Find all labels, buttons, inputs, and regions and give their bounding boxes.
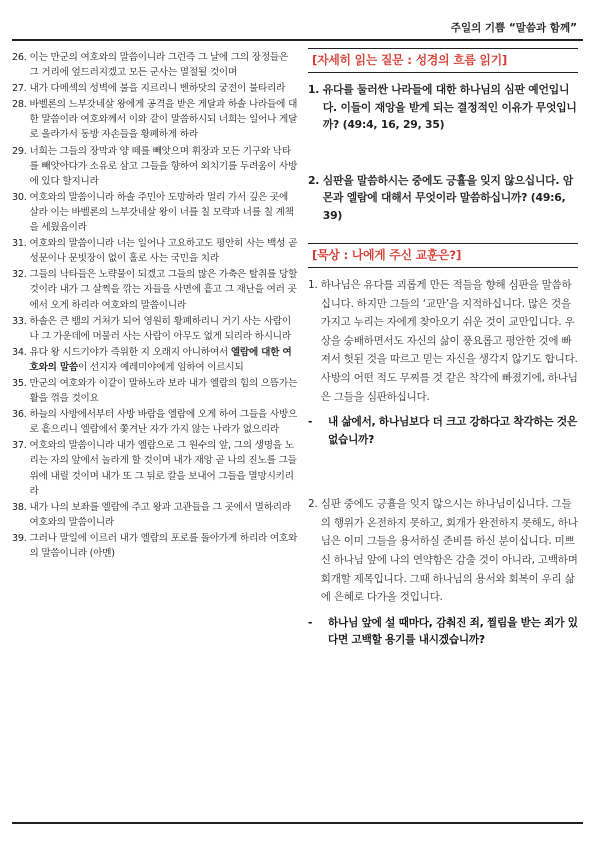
verse-32 <box>12 267 298 312</box>
bottom-rule <box>12 822 583 824</box>
question-text: 심판을 말씀하시는 중에도 긍휼을 잊지 않으십니다. 암몬과 엘람에 대해서 무엇이라 말씀하십니까? (49:6, 39) <box>322 173 574 222</box>
scripture-column <box>12 50 298 562</box>
verse-text: 내가 다메섹의 성벽에 불을 지르리니 벤하닷의 궁전이 불타리라 <box>29 83 286 95</box>
meditation-item-1 <box>308 276 578 406</box>
verse-26 <box>12 50 298 80</box>
verse-31 <box>12 236 298 266</box>
verse-text: 하늘의 사방에서부터 사방 바람을 엘람에 오게 하여 그들을 사방으로 흩으리니 엘람에서 쫓겨난 자가 가지 않는 나라가 없으리라 <box>29 409 298 436</box>
verse-number: 34. <box>12 346 30 358</box>
verse-number: 33. <box>12 315 30 327</box>
verse-number: 31. <box>12 238 30 250</box>
verse-34 <box>12 345 298 375</box>
item-text: 하나님은 유다를 괴롭게 만든 적들을 향해 심판을 말씀하십니다. 하지만 그들의 ‘교만’을 지적하십니다. 많은 것을 가지고 누리는 자에게 찾아오기 쉬운 것이 교만입니다. 우상을 숭배하면서도 자신의 삶이 풍요롭고 평안한 것에 빠져서 헛된 것을 따르고 믿는 자신을 생각지 않기도 합니다. 사방의 어떤 적도 무찌를 것 같은 착각에 빠졌기에, 하나님은 그들을 심판하십니다. <box>320 279 578 403</box>
verse-33 <box>12 314 298 344</box>
verse-text: 그들의 낙타들은 노략물이 되겠고 그들의 많은 가축은 탈취를 당할 것이라 내가 그 살쩍을 깎는 자들을 사면에 흩고 그 재난을 여러 곳에서 오게 하리라 여호와의 말씀이니라 <box>29 269 298 311</box>
reflection-dash: - <box>308 616 313 629</box>
study-column <box>308 48 578 650</box>
reflection-dash: - <box>308 416 313 429</box>
reflection-question-2 <box>308 615 578 650</box>
verse-number: 38. <box>12 501 30 513</box>
verse-37 <box>12 438 298 498</box>
question-text: 유다를 둘러싼 나라들에 대한 하나님의 심판 예언입니다. 이들이 재앙을 받게 되는 결정적인 이유가 무엇입니까? (49:4, 16, 29, 35) <box>322 83 577 131</box>
verse-number: 27. <box>12 83 30 95</box>
reflection-question-1 <box>308 414 578 449</box>
question-number: 1. <box>308 83 323 96</box>
verse-text <box>30 345 298 375</box>
verse-35 <box>12 376 298 406</box>
verse-28 <box>12 97 298 142</box>
verse-text-lead: 유다 왕 시드기야가 즉위한 지 오래지 아니하여서 <box>29 346 231 358</box>
verse-text: 그러나 말일에 이르러 내가 엘람의 포로를 돌아가게 하리라 여호와의 말씀이니라 (아멘) <box>29 532 298 559</box>
verse-text: 여호와의 말씀이니라 하솔 주민아 도망하라 멀리 가서 깊은 곳에 살라 이는 바벨론의 느부갓네살 왕이 너를 칠 모략과 너를 칠 계책을 세웠음이라 <box>29 191 294 234</box>
verse-text: 바벨론의 느부갓네살 왕에게 공격을 받은 게달과 하솔 나라들에 대한 말씀이라 여호와께서 이와 같이 말씀하시되 너희는 일어나 게달로 올라가서 동방 자손들을 황폐하게 하라 <box>29 99 298 141</box>
verse-number: 26. <box>12 52 30 63</box>
verse-text: 여호와의 말씀이니라 너는 일어나 고요하고도 평안히 사는 백성 곧 성문이나 문빗장이 없이 홀로 사는 국민을 치라 <box>29 238 298 265</box>
item-number: 1. <box>308 279 321 291</box>
verse-39 <box>12 531 298 561</box>
verse-number: 36. <box>12 409 30 421</box>
item-number: 2. <box>308 498 321 511</box>
verse-number: 37. <box>12 440 30 452</box>
study-question-2 <box>308 172 578 225</box>
verse-text: 너희는 그들의 장막과 양 떼를 빼앗으며 휘장과 모든 기구와 낙타를 빼앗아다가 소유로 삼고 그들을 향하여 외치기를 두려움이 사방에 있다 할지니라 <box>29 145 298 187</box>
verse-text: 이는 만군의 여호와의 말씀이니라 그런즉 그 날에 그의 장정들은 그 거리에 엎드러지겠고 모든 군사는 멸절될 것이며 <box>29 52 289 79</box>
verse-number: 30. <box>12 191 30 203</box>
study-section-heading: [자세히 읽는 질문 : 성경의 흐름 읽기] <box>308 48 578 73</box>
verse-29 <box>12 144 298 189</box>
reflection-text: 하나님 앞에 설 때마다, 감춰진 죄, 찔림을 받는 죄가 있다면 고백할 용기를 내시겠습니까? <box>328 616 578 647</box>
reflection-text: 내 삶에서, 하나님보다 더 크고 강하다고 착각하는 것은 없습니까? <box>328 416 577 446</box>
page-header-title: 주일의 기쁨 “말씀과 함께” <box>450 22 577 34</box>
top-rule <box>12 39 583 41</box>
verse-number: 39. <box>12 532 30 544</box>
verse-text-tail: 이 선지자 예레미야에게 임하여 이르시되 <box>78 361 244 373</box>
verse-text: 여호와의 말씀이니라 내가 엘람으로 그 원수의 앞, 그의 생명을 노리는 자의 앞에서 놀라게 할 것이며 내가 재앙 곧 나의 진노를 그들 위에 내릴 것이며 내가 또 그 뒤로 칼을 보내어 그들을 멸망시키리라 <box>29 440 297 497</box>
verse-text: 내가 나의 보좌를 엘람에 주고 왕과 고관들을 그 곳에서 멸하리라 여호와의 말씀이니라 <box>29 501 291 528</box>
question-number: 2. <box>308 173 323 187</box>
verse-number: 32. <box>12 269 30 281</box>
verse-38 <box>12 500 298 530</box>
meditation-item-2 <box>308 495 578 607</box>
verse-number: 28. <box>12 99 30 111</box>
item-text: 심판 중에도 긍휼을 잊지 않으시는 하나님이십니다. 그들의 행위가 온전하지 못하고, 회개가 완전하지 못해도, 하나님은 이미 그들을 용서하실 준비를 하신 분이십니다. 미쁘신 하나님 앞에 나의 연약함은 감출 것이 아니라, 고백하며 회개할 제목입니다. 그때 하나님의 용서와 회복이 우리 삶에 은혜로 다가올 것입니다. <box>320 498 578 604</box>
verse-number: 35. <box>12 377 30 389</box>
verse-30 <box>12 190 298 235</box>
verse-27 <box>12 81 298 96</box>
verse-text: 만군의 여호와가 이같이 말하노라 보라 내가 엘람의 힘의 으뜸가는 활을 꺾을 것이요 <box>29 377 298 405</box>
study-question-1 <box>308 81 578 134</box>
verse-text-emphasis: 엘람에 대한 여호와의 말씀 <box>29 346 292 373</box>
verse-36 <box>12 407 298 437</box>
verse-number: 29. <box>12 145 30 157</box>
meditation-section-heading: [묵상 : 나에게 주신 교훈은?] <box>308 243 578 268</box>
verse-text: 하솔은 큰 뱀의 거처가 되어 영원히 황폐하리니 거기 사는 사람이나 그 가운데에 머물러 사는 사람이 아무도 없게 되리라 하시니라 <box>29 315 291 342</box>
